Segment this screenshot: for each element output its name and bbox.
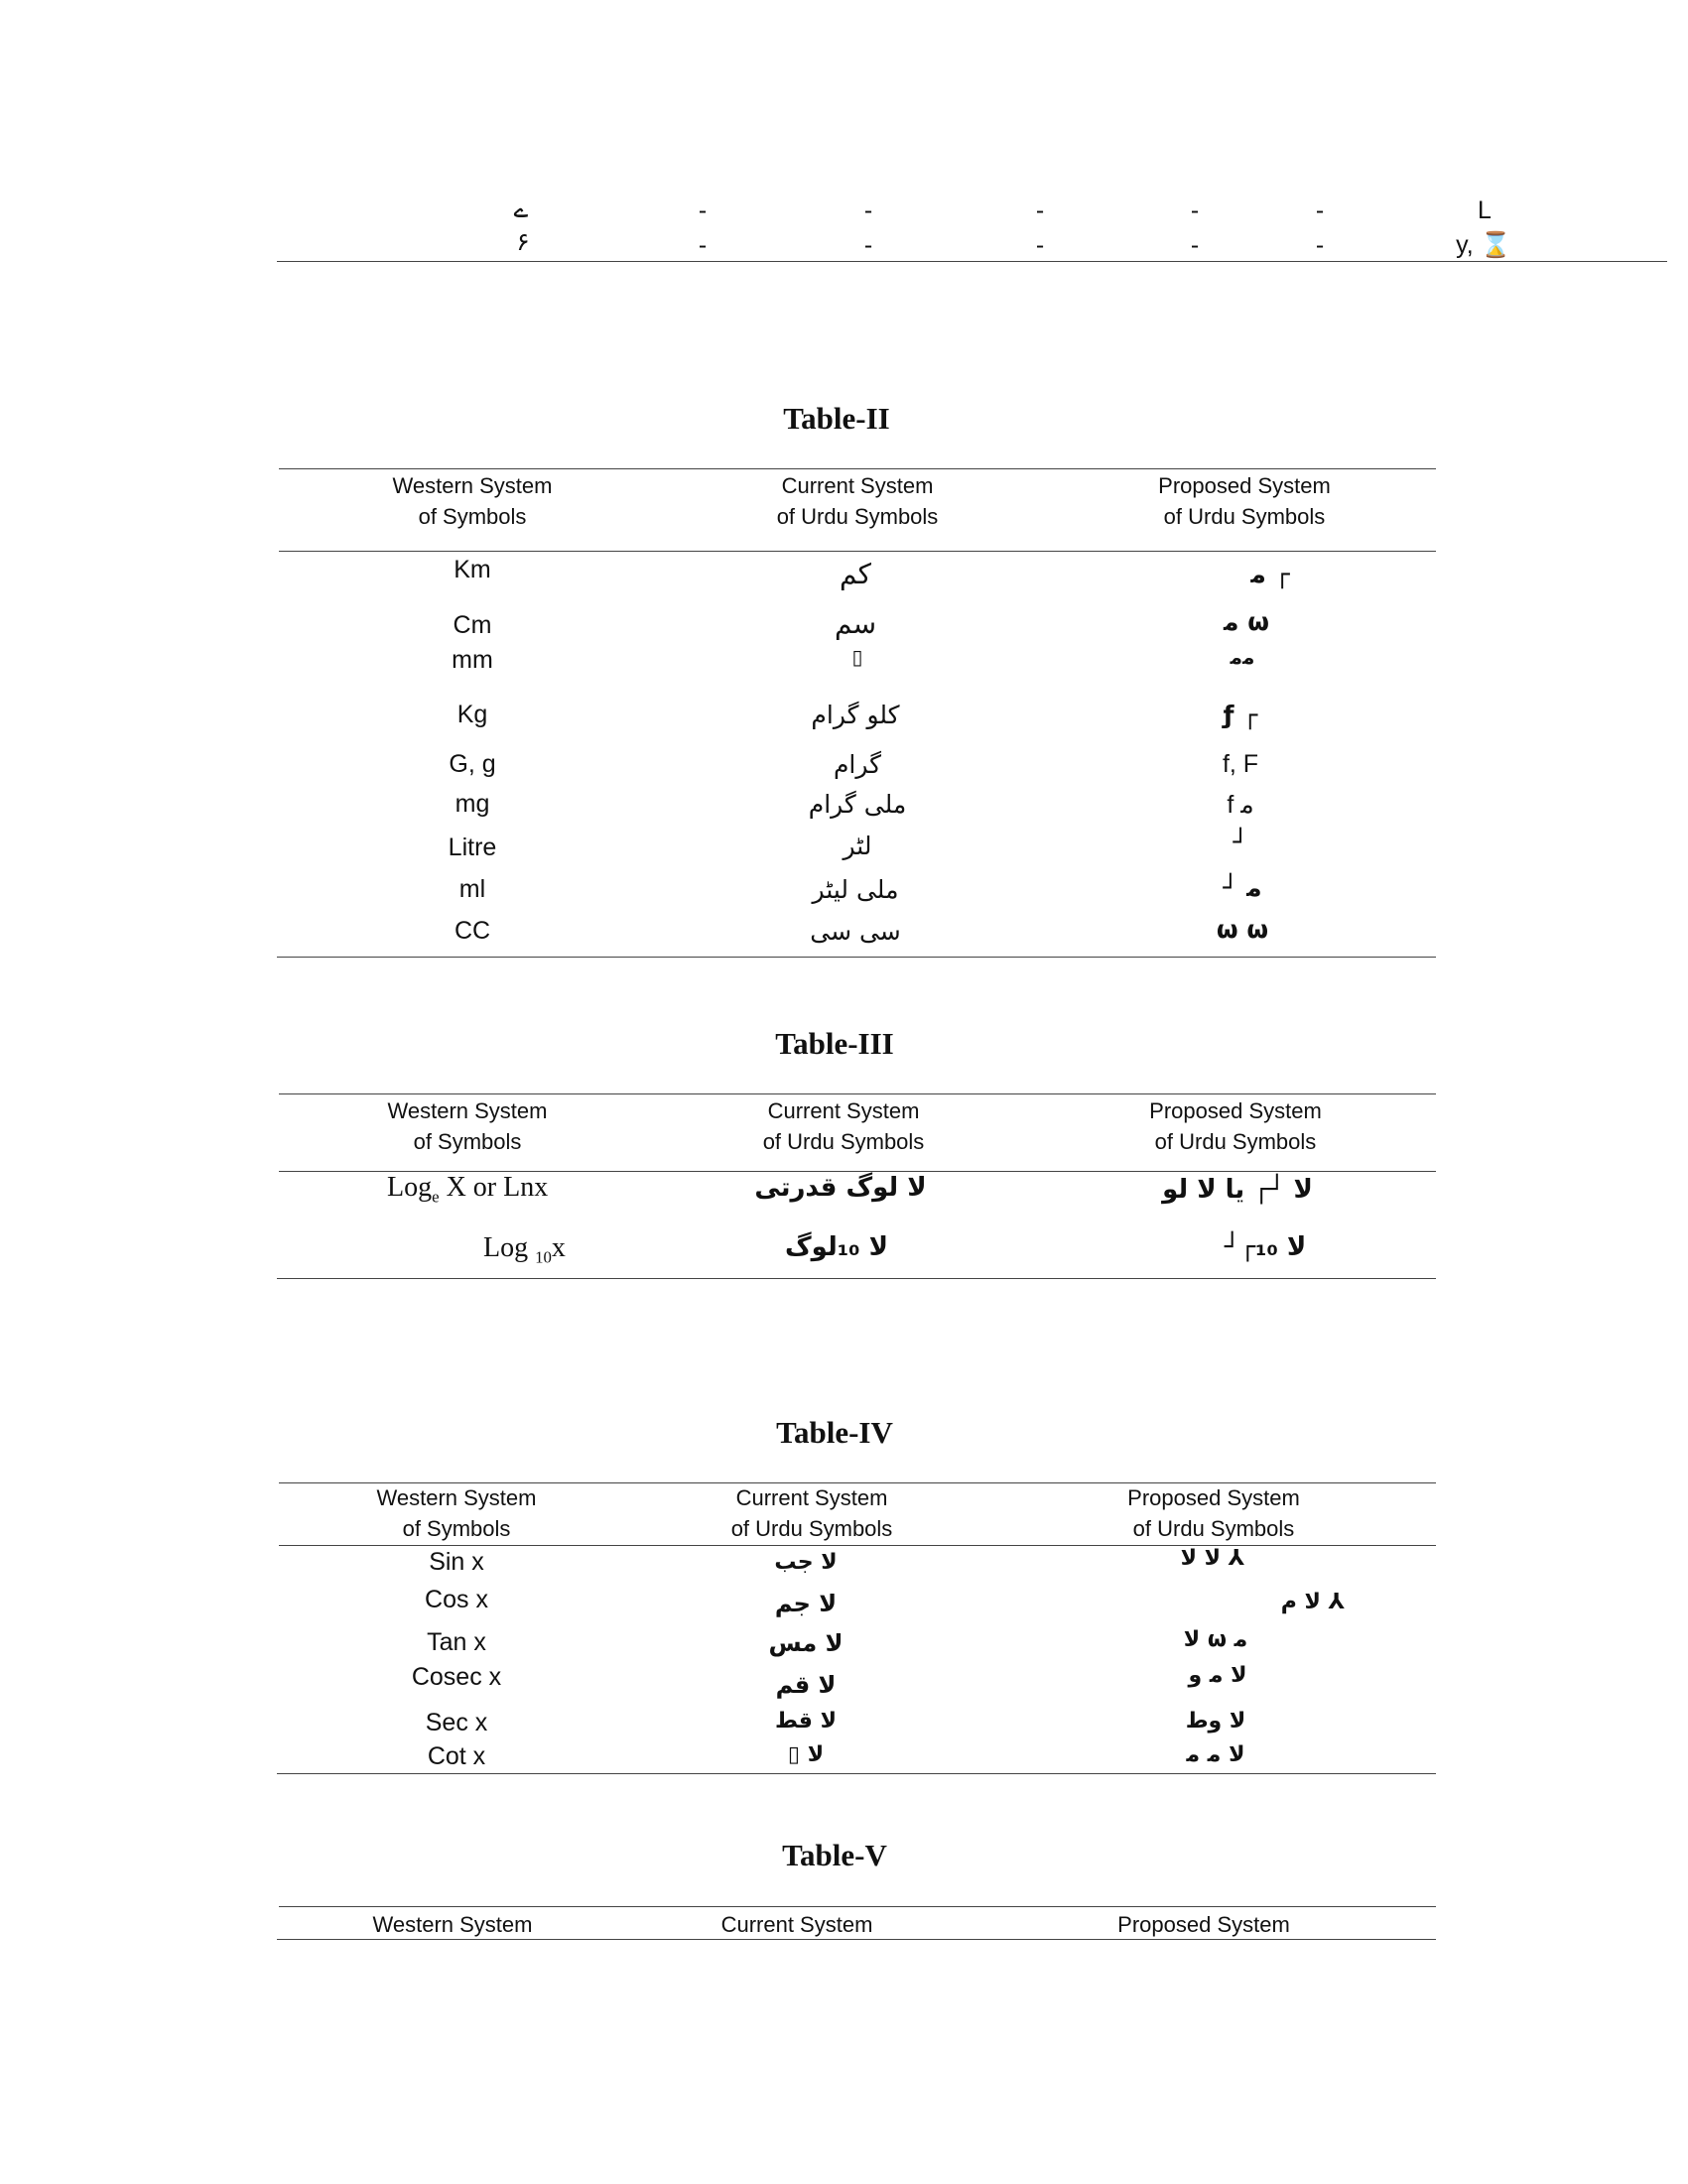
table-iii-header-proposed: Proposed System of Urdu Symbols	[1149, 1098, 1322, 1154]
table-iv-cell-current: ﻻ جم	[774, 1590, 838, 1617]
table-i-row2-last: y, ⌛	[1456, 231, 1511, 259]
table-i-row2-dash: -	[1190, 231, 1200, 259]
table-i-row1-last: L	[1478, 196, 1492, 224]
table-i-row2-col1: ۶	[516, 227, 530, 256]
table-iv-cell-proposed: ﻻ ﻣ ﻣ	[1186, 1742, 1245, 1767]
table-ii-cell-proposed: ┘ ﻣ	[1223, 873, 1262, 902]
table-ii-cell-proposed: ﻣ ┌	[1250, 560, 1290, 588]
table-i-row1-dash: -	[1315, 196, 1325, 224]
table-iv-cell-western: Cot x	[427, 1742, 486, 1770]
table-i-row1-dash: -	[863, 196, 873, 224]
table-ii-cell-western: Cm	[453, 611, 492, 639]
table-ii-cell-western: mm	[452, 646, 493, 674]
table-ii-top-rule	[279, 468, 1436, 469]
table-iv-cell-proposed: ﻻ وط	[1185, 1709, 1246, 1734]
table-iv-cell-current: ﻻ ▯	[787, 1742, 825, 1767]
table-i-row2-dash: -	[863, 231, 873, 259]
table-ii-cell-western: ml	[458, 875, 486, 903]
table-iv-cell-western: Sin x	[429, 1548, 484, 1576]
table-iv-header-western: Western System of Symbols	[376, 1485, 537, 1541]
table-v-header-rule	[277, 1939, 1436, 1940]
table-ii-title: Table-II	[783, 401, 890, 436]
table-ii-cell-current: کم	[840, 558, 871, 590]
table-iv-cell-western: Cosec x	[411, 1663, 502, 1691]
table-iv-cell-current: ﻻ مس	[768, 1629, 844, 1657]
table-iv-cell-current: ﻻ قط	[774, 1709, 838, 1734]
table-ii-cell-western: G, g	[449, 750, 496, 778]
table-iv-cell-western: Sec x	[425, 1709, 488, 1736]
table-i-row1-dash: -	[1190, 196, 1200, 224]
table-iv-cell-proposed: ﻻ ﻣ و	[1188, 1663, 1247, 1688]
table-iv-bottom-rule	[277, 1773, 1436, 1774]
table-iv-header-proposed: Proposed System of Urdu Symbols	[1127, 1485, 1300, 1541]
table-i-row1-col1: ے	[513, 194, 529, 223]
table-iv-cell-current: ﻻ جب	[774, 1550, 838, 1575]
table-v-header-proposed: Proposed System	[1117, 1912, 1290, 1937]
table-v-top-rule	[279, 1906, 1436, 1907]
table-ii-cell-proposed: f, F	[1222, 750, 1259, 778]
table-ii-header-current: Current System of Urdu Symbols	[776, 473, 939, 529]
table-v-header-current: Current System	[720, 1912, 873, 1937]
table-ii-cell-proposed: ﻣﻣ	[1230, 645, 1255, 669]
table-v-header-western: Western System	[372, 1912, 533, 1937]
table-ii-cell-current: ملی گرام	[808, 790, 907, 819]
table-i-row1-dash: -	[698, 196, 708, 224]
table-iv-cell-western: Cos x	[425, 1586, 488, 1613]
table-ii-cell-proposed: ƒ ┌	[1223, 701, 1258, 729]
table-i-row2-dash: -	[698, 231, 708, 259]
table-iii-cell-western: Log$_e$ X or Lnx	[387, 1172, 549, 1207]
table-iv-title: Table-IV	[776, 1415, 893, 1450]
table-ii-cell-western: CC	[454, 917, 491, 945]
table-ii-cell-western: mg	[454, 790, 490, 818]
table-iii-bottom-rule	[277, 1278, 1436, 1279]
table-iii-header-western: Western System of Symbols	[387, 1098, 548, 1154]
table-iii-title: Table-III	[775, 1026, 894, 1061]
table-iii-cell-current: ﻻ ₁₀لوگ	[785, 1232, 888, 1262]
table-ii-cell-current: ▯	[851, 647, 863, 669]
table-v-title: Table-V	[782, 1838, 887, 1872]
table-iii-cell-proposed: ﻻ ┘┌ یا ﻻ ﻟﻮ	[1162, 1175, 1313, 1205]
table-ii-cell-current: سی سی	[810, 917, 901, 946]
table-ii-header-proposed: Proposed System of Urdu Symbols	[1158, 473, 1331, 529]
table-iii-top-rule	[279, 1093, 1436, 1094]
table-ii-bottom-rule	[277, 957, 1436, 958]
table-ii-cell-current: سم	[834, 607, 877, 640]
table-iv-cell-proposed: ﻻ ω ﻣ	[1183, 1627, 1248, 1652]
table-iv-cell-proposed: ﻻ ﻻ ⅄	[1180, 1546, 1245, 1571]
table-ii-cell-proposed: ┘	[1233, 828, 1248, 856]
table-iv-cell-current: ﻻ قم	[775, 1671, 837, 1699]
table-iii-cell-current: ﻻ لوگ قدرتی	[754, 1173, 927, 1203]
table-iii-cell-western: Log $_{10}$x	[483, 1232, 566, 1267]
table-ii-cell-western: Kg	[456, 701, 488, 728]
table-ii-cell-proposed: ω ω	[1216, 915, 1269, 944]
table-iv-cell-proposed: ﻻ م ⅄	[1280, 1590, 1346, 1614]
table-ii-cell-current: گرام	[833, 750, 882, 779]
table-iii-header-current: Current System of Urdu Symbols	[762, 1098, 925, 1154]
table-ii-cell-western: Km	[454, 556, 491, 583]
table-i-bottom-rule	[277, 261, 1667, 262]
table-iv-cell-western: Tan x	[427, 1628, 486, 1656]
table-iv-header-rule	[279, 1545, 1436, 1546]
table-ii-cell-proposed: f ﻣ	[1227, 791, 1254, 819]
table-ii-cell-current: ملی لیٹر	[812, 875, 899, 904]
table-ii-cell-proposed: ﻣ ω	[1224, 607, 1269, 636]
table-ii-cell-western: Litre	[448, 834, 497, 861]
table-ii-header-western: Western System of Symbols	[392, 473, 553, 529]
table-iii-cell-proposed: ﻻ ₁₀┌┘	[1224, 1232, 1307, 1262]
table-ii-header-rule	[279, 551, 1436, 552]
table-i-row2-dash: -	[1035, 231, 1045, 259]
table-iv-header-current: Current System of Urdu Symbols	[730, 1485, 893, 1541]
table-i-row1-dash: -	[1035, 196, 1045, 224]
table-i-row2-dash: -	[1315, 231, 1325, 259]
table-ii-cell-current: لٹر	[843, 832, 872, 860]
table-ii-cell-current: کلو گرام	[811, 701, 900, 729]
